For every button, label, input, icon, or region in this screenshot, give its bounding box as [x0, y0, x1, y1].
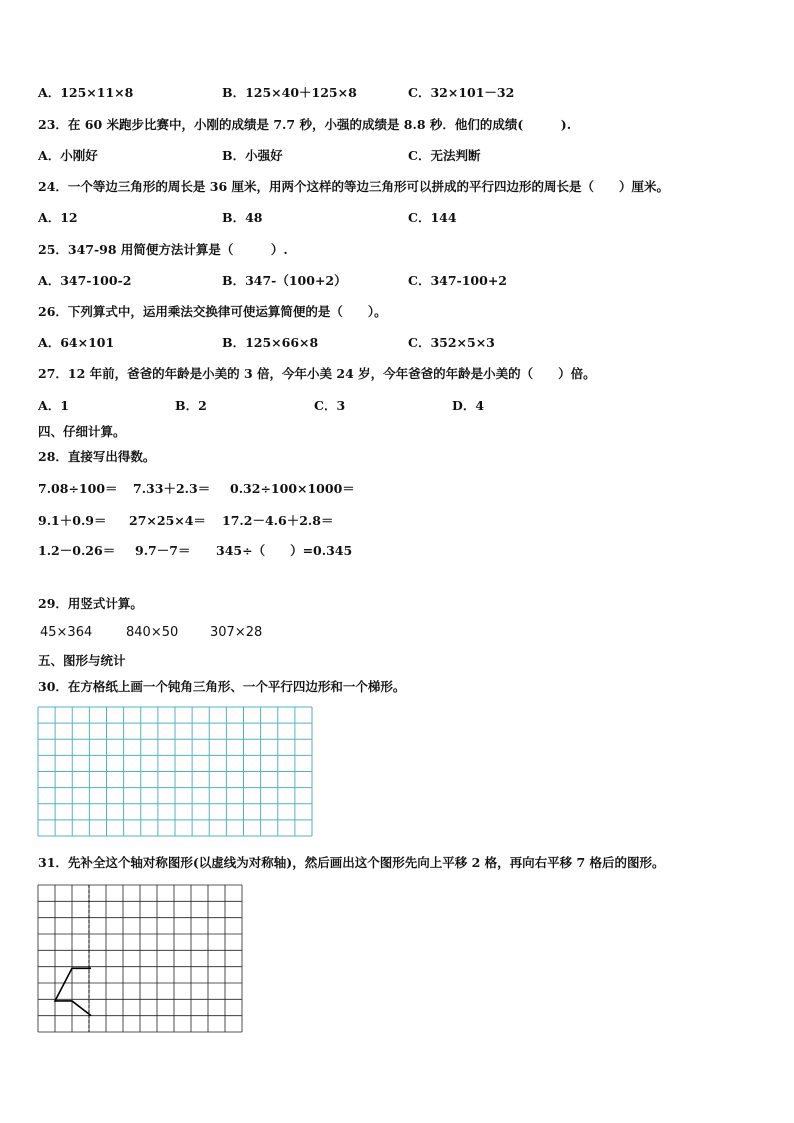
section-5-heading: 五、图形与统计	[38, 653, 126, 668]
q28-item: 9.7－7＝	[135, 543, 191, 558]
q24-option-a: A．12	[38, 210, 78, 225]
q24-stem: 24．一个等边三角形的周长是 36 厘米，用两个这样的等边三角形可以拼成的平行四边形的周长是（ ）厘米。	[38, 179, 669, 194]
q26-option-c: C．352×5×3	[408, 335, 495, 350]
q28-item: 7.08÷100＝	[38, 481, 118, 496]
q25-option-a: A．347-100-2	[38, 273, 132, 288]
half-figure-shape	[55, 968, 91, 1015]
q27-stem: 27．12 年前，爸爸的年龄是小美的 3 倍，今年小美 24 岁，今年爸爸的年龄是小美的（ ）倍。	[38, 366, 596, 381]
q25-option-c: C．347-100+2	[408, 273, 507, 288]
q27-option-c: C．3	[314, 398, 346, 413]
q26-stem: 26．下列算式中，运用乘法交换律可使运算简便的是（ ）。	[38, 304, 387, 319]
q23-option-a: A．小刚好	[38, 148, 98, 163]
q26-option-b: B．125×66×8	[222, 335, 319, 350]
q23-option-c: C．无法判断	[408, 148, 481, 163]
q29-item: 307×28	[210, 625, 263, 640]
q27-option-d: D．4	[452, 398, 485, 413]
q28-item: 17.2－4.6＋2.8＝	[222, 513, 334, 528]
q23-stem: 23．在 60 米跑步比赛中，小刚的成绩是 7.7 秒，小强的成绩是 8.8 秒．他们的成绩( ).	[38, 117, 572, 132]
q28-item: 345÷（ ）=0.345	[216, 543, 353, 558]
q31-stem: 31．先补全这个轴对称图形(以虚线为对称轴)，然后画出这个图形先向上平移 2 格，再向右平移 7 格后的图形。	[38, 855, 665, 870]
q30-stem: 30．在方格纸上画一个钝角三角形、一个平行四边形和一个梯形。	[38, 679, 406, 694]
q24-option-c: C．144	[408, 210, 457, 225]
q28-item: 7.33＋2.3＝	[133, 481, 211, 496]
q28-item: 27×25×4＝	[129, 513, 206, 528]
q29-stem: 29．用竖式计算。	[38, 596, 143, 611]
q25-stem: 25．347-98 用简便方法计算是（ ）.	[38, 242, 288, 257]
q22-option-a: A．125×11×8	[38, 85, 134, 100]
q28-stem: 28．直接写出得数。	[38, 449, 156, 464]
q24-option-b: B．48	[222, 210, 263, 225]
q31-grid-paper[interactable]	[38, 885, 243, 1033]
q22-option-c: C．32×101－32	[408, 85, 515, 100]
q22-option-b: B．125×40＋125×8	[222, 85, 357, 100]
q27-option-a: A．1	[38, 398, 69, 413]
q23-option-b: B．小强好	[222, 148, 283, 163]
q27-option-b: B．2	[175, 398, 207, 413]
section-4-heading: 四、仔细计算。	[38, 424, 126, 439]
q30-grid-paper[interactable]	[38, 707, 313, 837]
q25-option-b: B．347-（100+2）	[222, 273, 347, 288]
q26-option-a: A．64×101	[38, 335, 115, 350]
q28-item: 1.2－0.26＝	[38, 543, 116, 558]
q28-item: 9.1＋0.9＝	[38, 513, 107, 528]
q28-item: 0.32÷100×1000＝	[230, 481, 355, 496]
q29-item: 840×50	[126, 625, 179, 640]
q29-item: 45×364	[40, 625, 93, 640]
